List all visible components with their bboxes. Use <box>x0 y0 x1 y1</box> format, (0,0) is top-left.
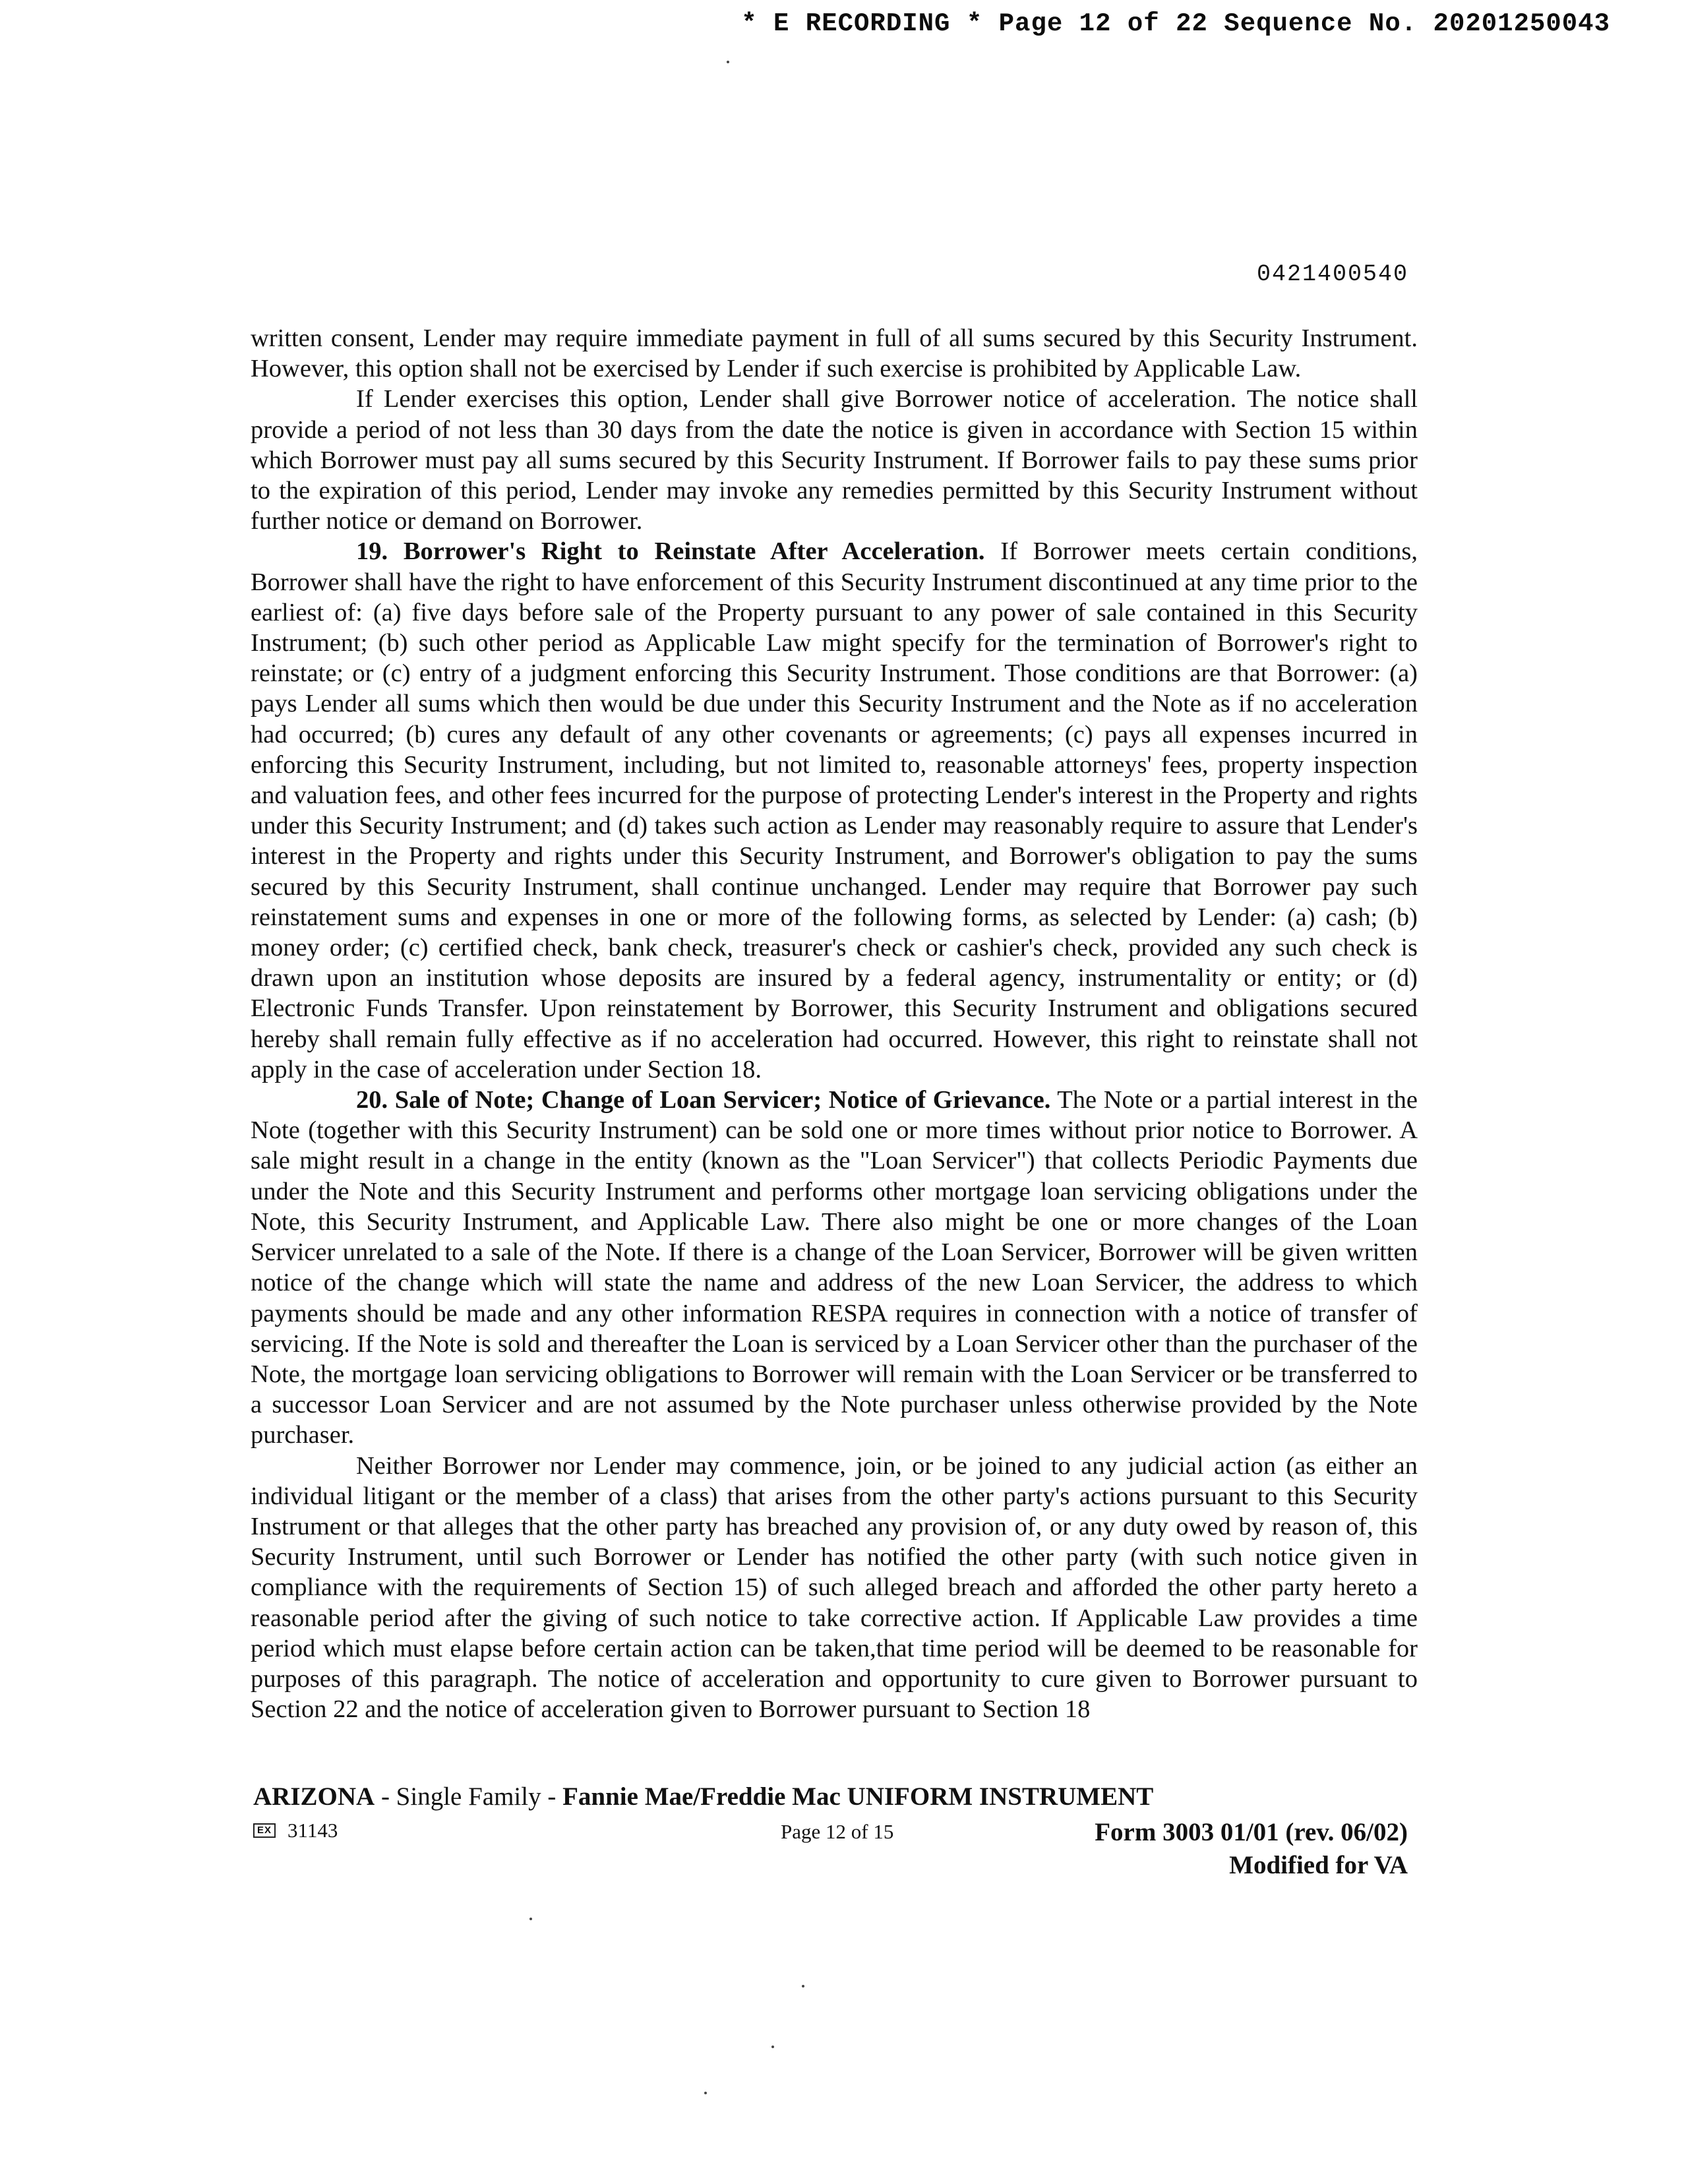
section-19-text: If Borrower meets certain conditions, Borrower shall have the right to have enforcement of this Security Instrument discontinued at any time prior to the earliest of: (a) five days before sale of the Property pursuant to any power of sale contained in this Security Instrument; (b) such other period as Applicable Law might specify for the termination of Borrower's right to reinstate; or (c) entry of a judgment enforcing this Security Instrument. Those conditions are that Borrower: (a) pays Lender all sums which then would be due under this Security Instrument and the Note as if no acceleration had occurred; (b) cures any default of any other covenants or agreements; (c) pays all expenses incurred in enforcing this Security Instrument, including, but not limited to, reasonable attorneys' fees, property inspection and valuation fees, and other fees incurred for the purpose of protecting Lender's interest in the Property and rights under this Security Instrument; and (d) takes such action as Lender may reasonably require to assure that Lender's interest in the Property and rights under this Security Instrument, and Borrower's obligation to pay the sums secured by this Security Instrument, shall continue unchanged. Lender may require that Borrower pay such reinstatement sums and expenses in one or more of the following forms, as selected by Lender: (a) cash; (b) money order; (c) certified check, bank check, treasurer's check or cashier's check, provided any such check is drawn upon an institution whose deposits are insured by a federal agency, instrumentality or entity; or (d) Electronic Funds Transfer. Upon reinstatement by Borrower, this Security Instrument and obligations secured hereby shall remain fully effective as if no acceleration had occurred. However, this right to reinstate shall not apply in the case of acceleration under Section 18. <box>251 537 1418 1083</box>
loan-number: 0421400540 <box>1257 261 1409 288</box>
section-19 <box>251 536 1418 1085</box>
footer-state: ARIZONA <box>253 1782 375 1811</box>
paragraph-acceleration-notice: If Lender exercises this option, Lender shall give Borrower notice of acceleration. The notice shall provide a period of not less than 30 days from the date the notice is given in accordance with Section 15 within which Borrower must pay all sums secured by this Security Instrument. If Borrower fails to pay these sums prior to the expiration of this period, Lender may invoke any remedies permitted by this Security Instrument without further notice or demand on Borrower. <box>251 385 1418 535</box>
section-20-text: The Note or a partial interest in the Note (together with this Security Instrument) can be sold one or more times without prior notice to Borrower. A sale might result in a change in the entity (known as the "Loan Servicer") that collects Periodic Payments due under the Note and this Security Instrument and performs other mortgage loan servicing obligations under the Note, this Security Instrument, and Applicable Law. There also might be one or more changes of the Loan Servicer unrelated to a sale of the Note. If there is a change of the Loan Servicer, Borrower will be given written notice of the change which will state the name and address of the new Loan Servicer, the address to which payments should be made and any other information RESPA requires in connection with a notice of transfer of servicing. If the Note is sold and thereafter the Loan is serviced by a Loan Servicer other than the purchaser of the Note, the mortgage loan servicing obligations to Borrower will remain with the Loan Servicer or be transferred to a successor Loan Servicer and are not assumed by the Note purchaser unless otherwise provided by the Note purchaser. <box>251 1086 1418 1449</box>
scan-speck <box>771 2046 774 2048</box>
recording-header: * E RECORDING * Page 12 of 22 Sequence No. 20201250043 <box>741 9 1610 38</box>
scan-speck <box>727 61 729 63</box>
paragraph-neither-borrower: Neither Borrower nor Lender may commence, join, or be joined to any judicial action (as either an individual litigant or the member of a class) that arises from the other party's actions pursuant to this Security Instrument or that alleges that the other party has breached any provision of, or any duty owed by reason of, this Security Instrument, until such Borrower or Lender has notified the other party (with such notice given in compliance with the requirements of Section 15) of such alleged breach and afforded the other party hereto a reasonable period after the giving of such notice to take corrective action. If Applicable Law provides a time period which must elapse before certain action can be taken,that time period will be deemed to be reasonable for purposes of this paragraph. The notice of acceleration and opportunity to cure given to Borrower pursuant to Section 22 and the notice of acceleration given to Borrower pursuant to Section 18 <box>251 1451 1418 1724</box>
document-body <box>251 323 1418 1724</box>
footer-code <box>253 1819 338 1842</box>
section-19-heading: 19. Borrower's Right to Reinstate After Acceleration. <box>356 537 985 566</box>
scan-speck <box>802 1985 804 1987</box>
footer-form-code: 31143 <box>287 1819 338 1842</box>
footer-page-number: Page 12 of 15 <box>781 1820 894 1843</box>
section-20 <box>251 1085 1418 1450</box>
footer-instrument: Fannie Mae/Freddie Mac UNIFORM INSTRUMENT <box>562 1782 1154 1811</box>
section-20-heading: 20. Sale of Note; Change of Loan Servicer; Notice of Grievance. <box>356 1086 1051 1114</box>
footer-separator: - Single Family - <box>375 1782 563 1811</box>
footer-title <box>253 1782 1153 1811</box>
paragraph-written-consent: written consent, Lender may require immediate payment in full of all sums secured by this Security Instrument. However, this option shall not be exercised by Lender if such exercise is prohibited by Applicable Law. <box>251 324 1418 383</box>
footer-modified: Modified for VA <box>1229 1851 1408 1879</box>
footer-form-number: Form 3003 01/01 (rev. 06/02) <box>1095 1818 1408 1846</box>
form-logo-icon: EX <box>253 1823 276 1838</box>
scan-speck <box>704 2092 707 2094</box>
scan-speck <box>529 1918 532 1920</box>
footer-form-info <box>1095 1816 1408 1882</box>
